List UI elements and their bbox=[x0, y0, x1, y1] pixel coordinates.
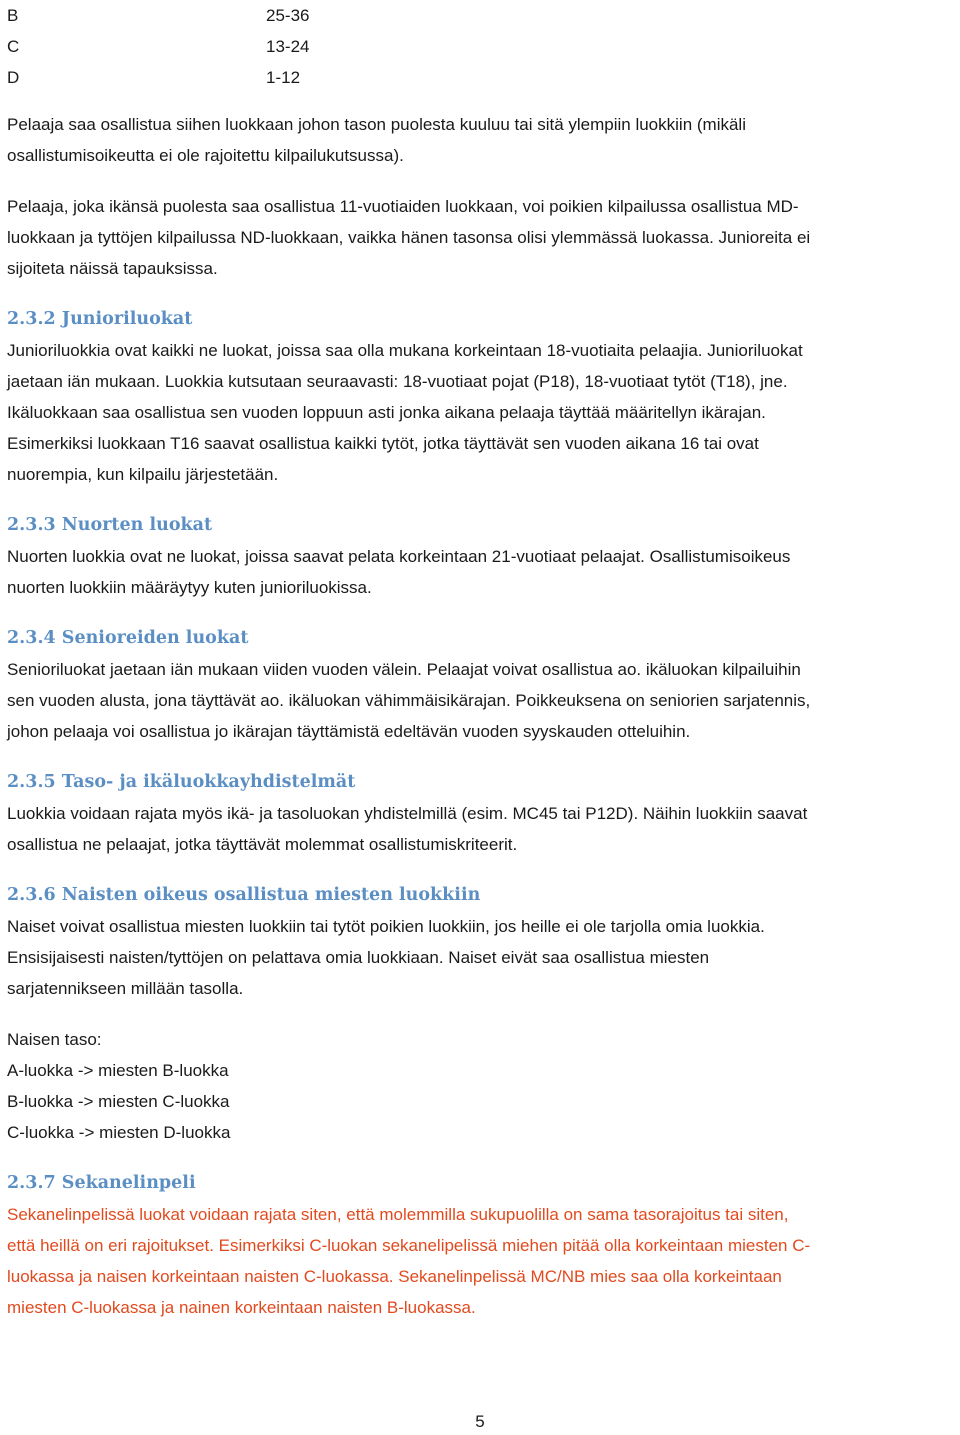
women-level-list bbox=[7, 1024, 955, 1148]
page-number: 5 bbox=[475, 1412, 485, 1431]
section-heading: 2.3.2 Junioriluokat bbox=[7, 309, 193, 329]
text-line: Nuorten luokkia ovat ne luokat, joissa saavat pelata korkeintaan 21-vuotiaat pelaajat. Osallistumisoikeus bbox=[7, 547, 791, 566]
text-line: Junioriluokkia ovat kaikki ne luokat, joissa saa olla mukana korkeintaan 18-vuotiaita pelaajia. Junioriluokat bbox=[7, 341, 803, 360]
text-line: osallistumisoikeutta ei ole rajoitettu kilpailukutsussa). bbox=[7, 146, 404, 165]
text-line: luokkaan ja tyttöjen kilpailussa ND-luokkaan, vaikka hänen tasonsa olisi ylemmässä luokassa. Junioreita ei bbox=[7, 228, 811, 247]
text-line: Esimerkiksi luokkaan T16 saavat osallistua kaikki tytöt, jotka täyttävät sen vuoden aikana 16 tai ovat bbox=[7, 434, 759, 453]
section-heading: 2.3.6 Naisten oikeus osallistua miesten luokkiin bbox=[7, 885, 481, 905]
class-row bbox=[7, 0, 955, 31]
class-row bbox=[7, 62, 955, 93]
class-range: 13-24 bbox=[266, 37, 310, 56]
class-range: 1-12 bbox=[266, 68, 301, 87]
section-heading: 2.3.5 Taso- ja ikäluokkayhdistelmät bbox=[7, 772, 356, 792]
section-body-highlighted bbox=[7, 1199, 955, 1323]
section-body bbox=[7, 541, 955, 603]
section-heading: 2.3.3 Nuorten luokat bbox=[7, 515, 213, 535]
document-page bbox=[7, 0, 955, 1323]
class-table bbox=[7, 0, 955, 93]
text-line: Ensisijaisesti naisten/tyttöjen on pelattava omia luokkiaan. Naiset eivät saa osallistua miesten bbox=[7, 948, 710, 967]
section-women-in-mens-classes bbox=[7, 880, 955, 1004]
text-line: miesten C-luokassa ja nainen korkeintaan naisten B-luokassa. bbox=[7, 1298, 476, 1317]
text-line: Senioriluokat jaetaan iän mukaan viiden vuoden välein. Pelaajat voivat osallistua ao. ikäluokan kilpailuihin bbox=[7, 660, 801, 679]
section-youth-classes bbox=[7, 510, 955, 603]
text-line: jaetaan iän mukaan. Luokkia kutsutaan seuraavasti: 18-vuotiaat pojat (P18), 18-vuotiaat tytöt (T18), jne. bbox=[7, 372, 788, 391]
text-line: luokassa ja naisen korkeintaan naisten C-luokassa. Sekanelinpelissä MC/NB mies saa olla korkeintaan bbox=[7, 1267, 782, 1286]
section-heading: 2.3.4 Senioreiden luokat bbox=[7, 628, 249, 648]
text-line: sarjatennikseen millään tasolla. bbox=[7, 979, 244, 998]
text-line: että heillä on eri rajoitukset. Esimerkiksi C-luokan sekanelipelissä miehen pitää olla korkeintaan miesten C- bbox=[7, 1236, 811, 1255]
text-line: sen vuoden alusta, jona täyttävät ao. ikäluokan vähimmäisikärajan. Poikkeuksena on seniorien sarjatennis, bbox=[7, 691, 811, 710]
section-body bbox=[7, 654, 955, 747]
section-level-age-combinations bbox=[7, 767, 955, 860]
text-line: Pelaaja saa osallistua siihen luokkaan johon tason puolesta kuuluu tai sitä ylempiin luokkiin (mikäli bbox=[7, 115, 746, 134]
section-body bbox=[7, 911, 955, 1004]
text-line: Luokkia voidaan rajata myös ikä- ja tasoluokan yhdistelmillä (esim. MC45 tai P12D). Näihin luokkiin saavat bbox=[7, 804, 808, 823]
paragraph-11-year-olds bbox=[7, 191, 955, 284]
paragraph-participation bbox=[7, 109, 955, 171]
text-line: Ikäluokkaan saa osallistua sen vuoden loppuun asti jonka aikana pelaaja täyttää määritellyn ikärajan. bbox=[7, 403, 766, 422]
section-body bbox=[7, 335, 955, 490]
text-line: sijoiteta näissä tapauksissa. bbox=[7, 259, 218, 278]
class-row bbox=[7, 31, 955, 62]
section-body bbox=[7, 798, 955, 860]
class-label: B bbox=[7, 6, 19, 25]
class-label: C bbox=[7, 37, 20, 56]
text-line: nuorempia, kun kilpailu järjestetään. bbox=[7, 465, 279, 484]
text-line: nuorten luokkiin määräytyy kuten junioriluokissa. bbox=[7, 578, 372, 597]
text-line: Pelaaja, joka ikänsä puolesta saa osallistua 11-vuotiaiden luokkaan, voi poikien kilpailussa osallistua MD- bbox=[7, 197, 799, 216]
text-line: johon pelaaja voi osallistua jo ikärajan täyttämistä edeltävän vuoden syyskauden otteluihin. bbox=[7, 722, 691, 741]
text-line: Sekanelinpelissä luokat voidaan rajata siten, että molemmilla sukupuolilla on sama tasorajoitus tai siten, bbox=[7, 1205, 789, 1224]
class-range: 25-36 bbox=[266, 6, 310, 25]
list-item: A-luokka -> miesten B-luokka bbox=[7, 1061, 229, 1080]
women-level-label: Naisen taso: bbox=[7, 1030, 102, 1049]
section-heading: 2.3.7 Sekanelinpeli bbox=[7, 1173, 196, 1193]
section-junior-classes bbox=[7, 304, 955, 490]
section-senior-classes bbox=[7, 623, 955, 747]
list-item: C-luokka -> miesten D-luokka bbox=[7, 1123, 231, 1142]
section-mixed-doubles bbox=[7, 1168, 955, 1323]
text-line: osallistua ne pelaajat, jotka täyttävät molemmat osallistumiskriteerit. bbox=[7, 835, 518, 854]
text-line: Naiset voivat osallistua miesten luokkiin tai tytöt poikien luokkiin, jos heille ei ole tarjolla omia luokkia. bbox=[7, 917, 765, 936]
list-item: B-luokka -> miesten C-luokka bbox=[7, 1092, 230, 1111]
class-label: D bbox=[7, 68, 20, 87]
